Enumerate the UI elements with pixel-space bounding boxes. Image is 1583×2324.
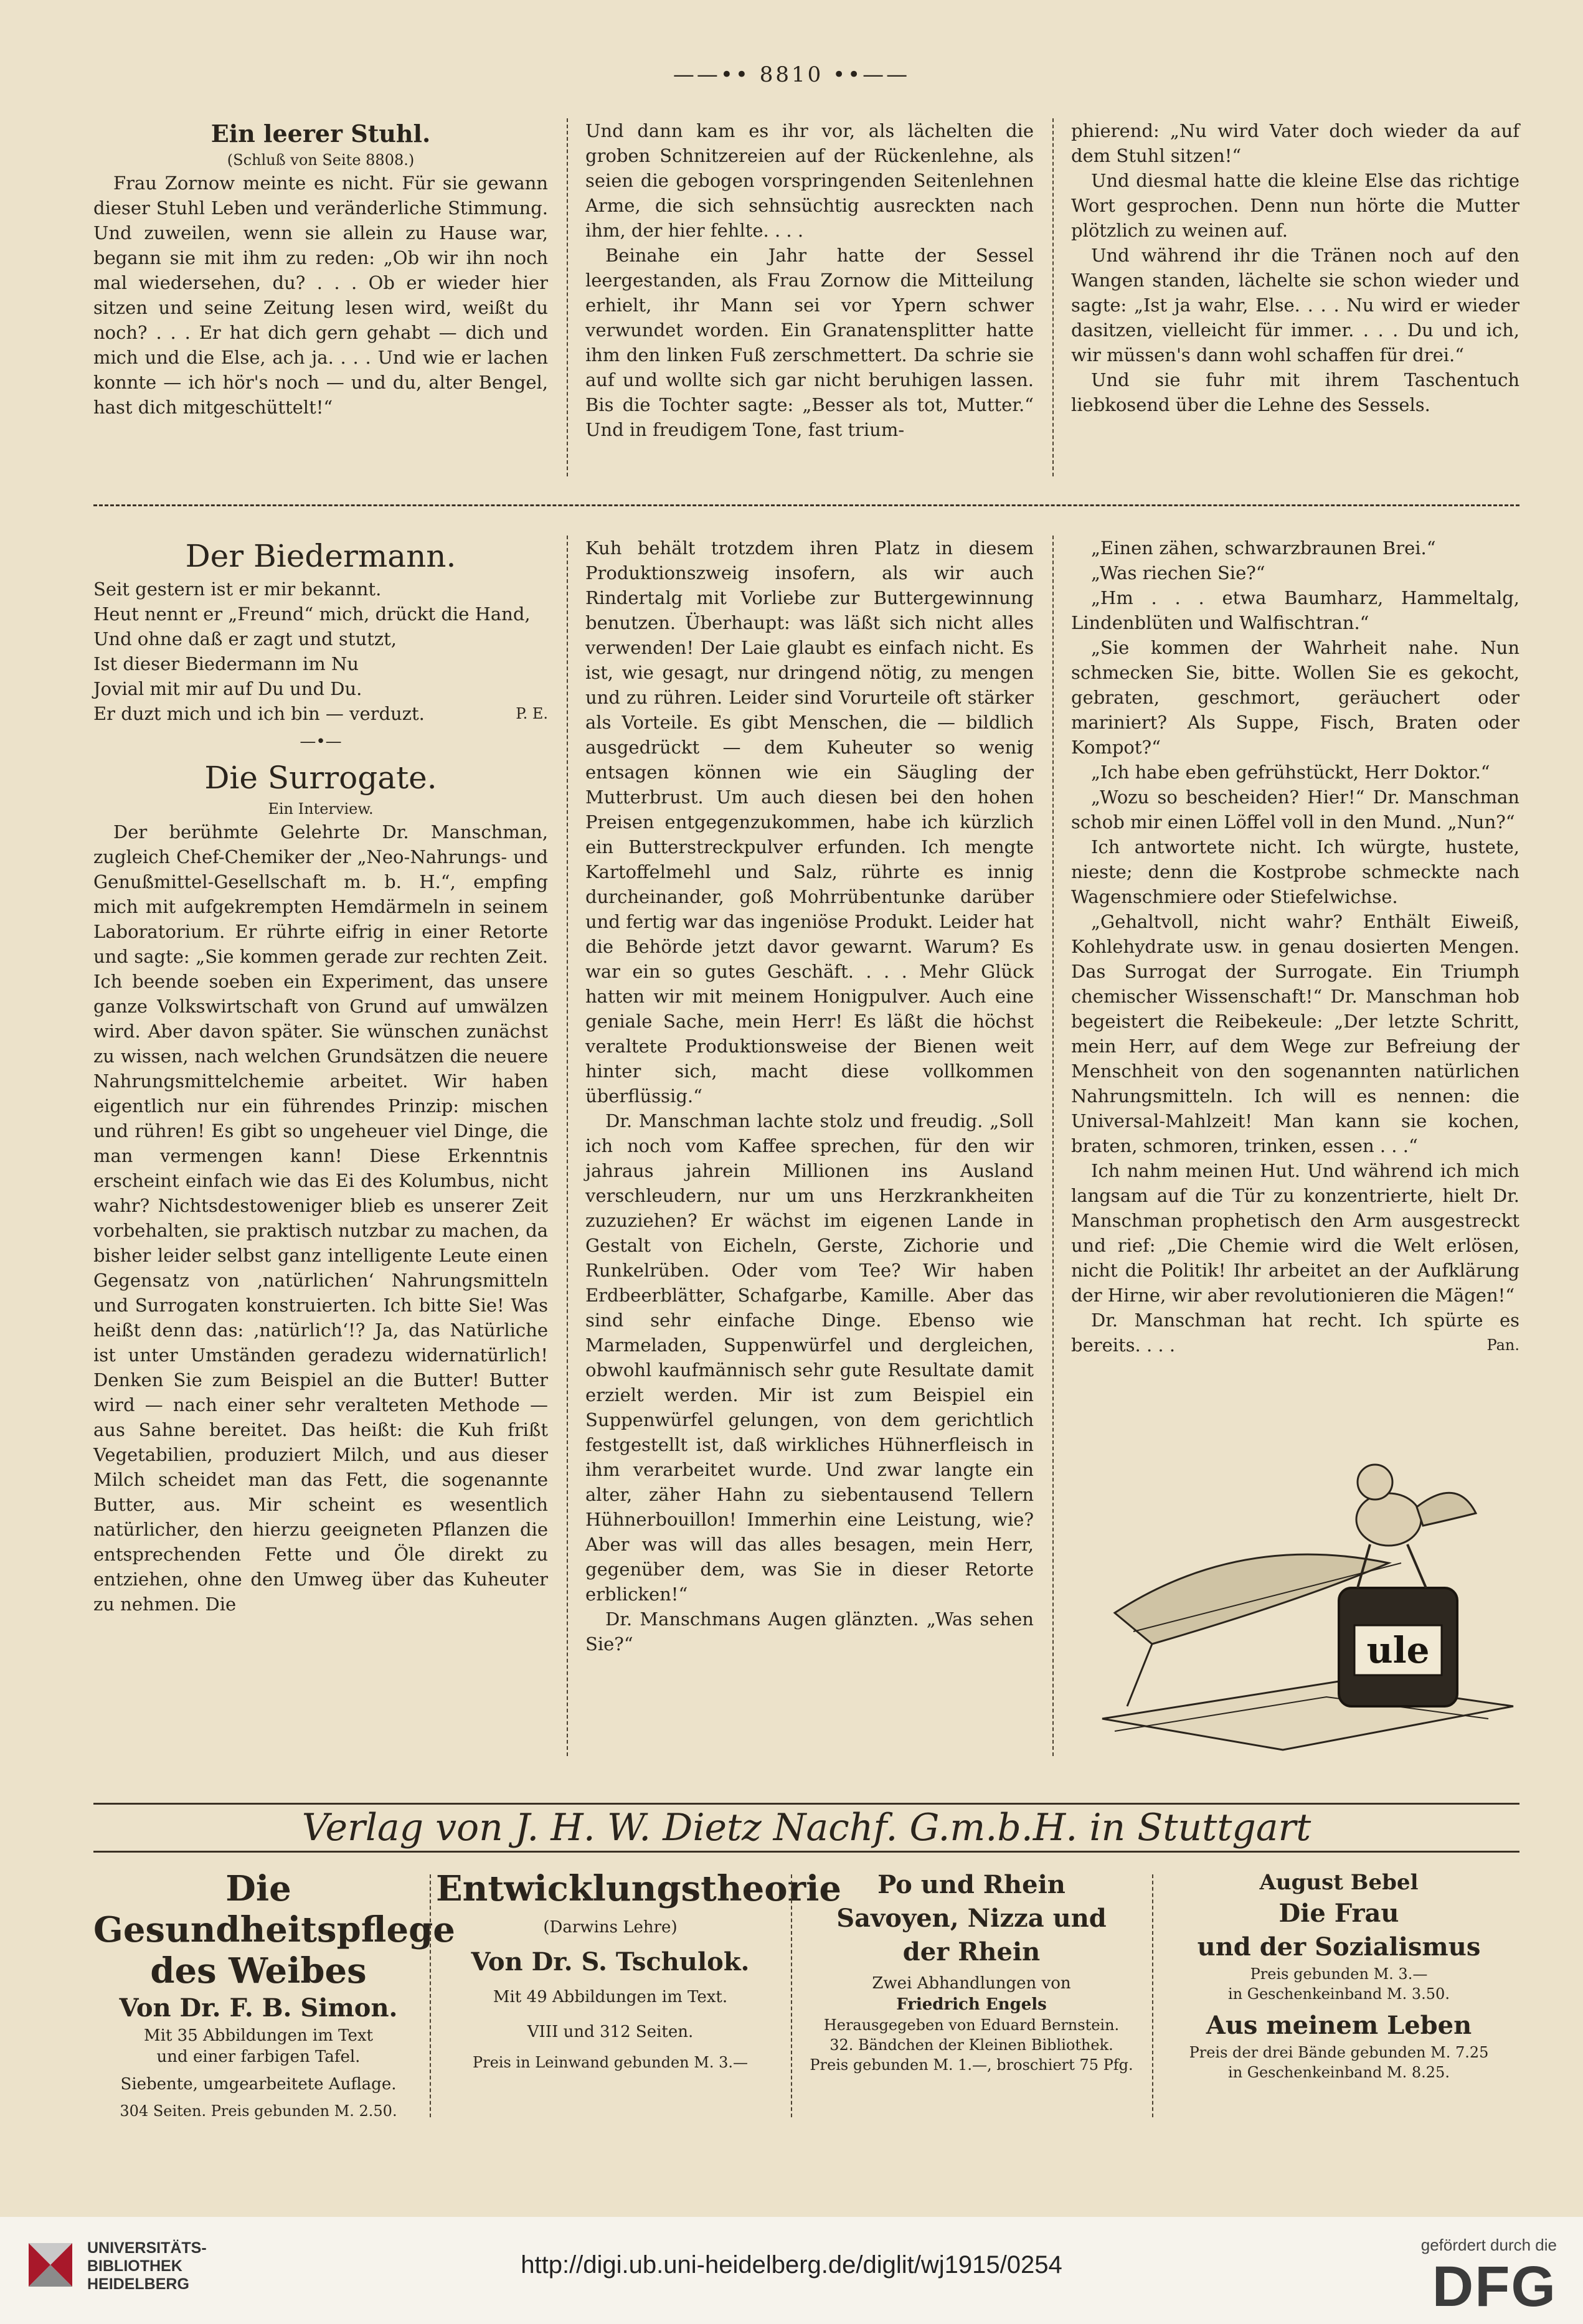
- ad-title: Entwicklungstheorie: [436, 1868, 841, 1909]
- ad-divider: [791, 1874, 792, 2117]
- ad-author: Friedrich Engels: [896, 1995, 1047, 2014]
- cherub-figure: [1356, 1493, 1421, 1546]
- story-paragraph: Beinahe ein Jahr hatte der Sessel leergestanden, als Frau Zornow die Mitteilung erhielt, ihr Mann sei vor Ypern schwer verwundet worden. Ein Granatensplitter hatte ihm den linken Fuß zerschmettert. Da schrie sie auf und wollte sich gar nicht beruhigen lassen. Bis die Tochter sagte: „Besser als tot, Mutter.“ Und in freudigem Tone, fast trium-: [585, 245, 1034, 440]
- publisher-banner: Verlag von J. H. W. Dietz Nachf. G.m.b.H. in Stuttgart: [93, 1803, 1519, 1853]
- interview-signature: Pan.: [1486, 1336, 1519, 1354]
- interview-paragraph: Dr. Manschman lachte stolz und freudig. „Soll ich noch vom Kaffee sprechen, für den wir jahraus jahrein Millionen ins Ausland verschleudern, nur um uns Herzkrankheiten zuzuziehen? Er wächst im eigenen Lande in Gestalt von Eicheln, Gerste, Zichorie und Runkelrüben. Oder vom Tee? Wir haben Erdbeerblätter, Schafgarbe, Kamille. Aber das sind sehr einfache Dinge. Ebenso wie Marmeladen, Suppenwürfel und dergleichen, obwohl kaufmännisch sehr gute Resultate damit erzielt werden. Mir ist zum Beispiel ein Suppenwürfel gelungen, von dem gerichtlich festgestellt ist, daß wirkliches Hühnerfleisch in ihm verarbeitet wurde. Und zwar langte ein alter, zäher Hahn zu siebentausend Tellern Hühnerbouillon! Immerhin eine Leistung, wie? Aber was will das alles besagen, mein Herr, gegenüber dem, was Sie in dieser Retorte erblicken!“: [585, 1110, 1034, 1605]
- ad-gesundheitspflege: [93, 1868, 455, 2123]
- ad-info: VIII und 312 Seiten.: [527, 2023, 694, 2041]
- story-paragraph: Und während ihr die Tränen noch auf den Wangen standen, lächelte sie schon wieder und sagte: „Ist ja wahr, Else. . . . Nu wird er wieder dasitzen, vielleicht für immer. . . . Du und ich, wir müssen's dann wohl schaffen für drei.“: [1071, 245, 1519, 366]
- interview-column-2: [585, 536, 1034, 1756]
- ad-author: Von Dr. S. Tschulok.: [471, 1947, 750, 1977]
- column-divider: [1052, 118, 1054, 476]
- interview-paragraph: „Wozu so bescheiden? Hier!“ Dr. Manschman schob mir einen Löffel voll in den Mund. „Nun?“: [1071, 786, 1519, 833]
- document-url-link[interactable]: http://digi.ub.uni-heidelberg.de/diglit/wj1915/0254: [521, 2251, 1062, 2279]
- interview-paragraph: Kuh behält trotzdem ihren Platz in diesem Produktionszweig insofern, als wir auch Rindertalg mit Vorliebe zur Buttergewinnung benutzen. Überhaupt: was läßt sich nicht alles verwenden! Der Laie glaubt es einfach nicht. Es ist, wie gesagt, nur dringend nötig, zu mengen und zu rühren. Leider sind Vorurteile oft stärker als Vorteile. Es gibt Menschen, die — bildlich ausgedrückt — dem Kuheuter so wenig entsagen können wie ein Säugling der Mutterbrust. Um auch diesen bei den hohen Preisen entgegenzukommen, habe ich kürzlich ein Butterstreckpulver erfunden. Ich mengte Kartoffelmehl und Salz, rührte es innig durcheinander, goß Mohrrübentunke darüber und fertig war das ingeniöse Produkt. Leider hat die Behörde jetzt davor gewarnt. Warum? Es war ein so gutes Geschäft. . . . Mehr Glück hatten wir mit meinem Honigpulver. Auch eine geniale Sache, mein Herr! Es läßt die höchst veraltete Produktionsweise der Bienen weit hinter sich, macht diese vollkommen überflüssig.“: [585, 537, 1034, 1107]
- ad-divider: [430, 1874, 431, 2117]
- story-paragraph: Frau Zornow meinte es nicht. Für sie gewann dieser Stuhl Leben und veränderliche Stimmung. Und zuweilen, wenn sie allein zu Hause war, begann sie mit ihm zu reden: „Ob wir ihn noch mal wiedersehen, du? . . . Ob er wieder hier sitzen und seine Zeitung lesen wird, weißt du noch? . . . Er hat dich gern gehabt — dich und mich und die Else, ach ja. . . . Und wie er lachen konnte — ich hör's noch — und du, alter Bengel, hast dich mitgeschüttelt!“: [93, 172, 548, 418]
- ad-author: Von Dr. F. B. Simon.: [119, 1993, 398, 2023]
- interview-paragraph: Der berühmte Gelehrte Dr. Manschman, zugleich Chef-Chemiker der „Neo-Nahrungs- und Genußmittel-Gesellschaft m. b. H.“, empfing mich mit aufgekrempten Hemdärmeln in seinem Laboratorium. Er rührte eifrig in einer Retorte und sagte: „Sie kommen gerade zur rechten Zeit. Ich beende soeben ein Experiment, das unsere ganze Volkswirtschaft von Grund auf umwälzen wird. Aber davon später. Sie wünschen zunächst zu wissen, nach welchen Grundsätzen die neuere Nahrungsmittelchemie arbeitet. Wir haben eigentlich nur ein führendes Prinzip: mischen und rühren! Es gibt so ungeheuer viel Dinge, die man vermengen kann! Diese Erkenntnis erscheint einfach wie das Ei des Kolumbus, nicht wahr? Nichtsdestoweniger blieb es unserer Zeit vorbehalten, sie praktisch nutzbar zu machen, da bisher leider selbst ganz intelligente Leute einen Gegensatz von ‚natürlichen‘ Nahrungsmitteln und Surrogaten konstruierten. Ich bitte Sie! Was heißt denn das: ‚natürlich‘!? Ja, das Natürliche ist unter Umständen geradezu widernatürlich! Denken Sie zum Beispiel an die Butter! Butter wird — nach einer sehr veralteten Methode — aus Sahne bereitet. Das heißt: die Kuh frißt Vegetabilien, produziert Milch, und aus dieser Milch scheidet man das Fett, die sogenannte Butter, aus. Mir scheint es wesentlich natürlicher, den hierzu geeigneten Pflanzen die entsprechenden Fette und Öle direkt zu entziehen, ohne den Umweg über das Kuheuter zu nehmen. Die: [93, 821, 548, 1615]
- story-paragraph: Und dann kam es ihr vor, als lächelten die groben Schnitzereien auf der Rückenlehne, als seien die gebogen vorspringenden Seitenlehnen Arme, die sich sehnsüchtig ausreckten nach ihm, der hier fehlte. . . .: [585, 120, 1034, 241]
- poem-signature: P. E.: [516, 705, 548, 722]
- story-column-1: [93, 118, 548, 479]
- poem-line: Und ohne daß er zagt und stutzt,: [93, 628, 397, 649]
- ad-info: Zwei Abhandlungen von: [872, 1974, 1071, 1993]
- ad-title: Po und Rhein: [877, 1870, 1066, 1899]
- story-column-3: [1071, 118, 1519, 479]
- ad-info: Preis gebunden M. 3.—: [1250, 1965, 1428, 1983]
- ad-price: Preis gebunden M. 1.—, broschiert 75 Pfg.: [810, 2056, 1133, 2074]
- ad-info: Siebente, umgearbeitete Auflage.: [120, 2075, 397, 2094]
- poem-line: Heut nennt er „Freund“ mich, drückt die Hand,: [93, 603, 531, 625]
- column-divider: [567, 118, 568, 476]
- story-paragraph: phierend: „Nu wird Vater doch wieder da auf dem Stuhl sitzen!“: [1071, 120, 1519, 166]
- ad-title: der Rhein: [902, 1937, 1041, 1967]
- interview-subtitle: Ein Interview.: [268, 800, 374, 818]
- ad-info: Mit 35 Abbildungen im Text: [144, 2026, 373, 2045]
- ad-info: 32. Bändchen der Kleinen Bibliothek.: [829, 2036, 1113, 2054]
- interview-title: Die Surrogate.: [204, 760, 437, 796]
- ad-info: und einer farbigen Tafel.: [156, 2048, 361, 2066]
- interview-paragraph: „Was riechen Sie?“: [1091, 562, 1265, 583]
- ad-title: Die Frau: [1278, 1899, 1399, 1928]
- ad-divider: [1152, 1874, 1153, 2117]
- poem-title: Der Biedermann.: [185, 538, 456, 574]
- ad-title: Savoyen, Nizza und: [836, 1904, 1107, 1933]
- ad-price: Preis in Leinwand gebunden M. 3.—: [472, 2054, 748, 2071]
- dfg-logo: DFG: [1432, 2255, 1557, 2318]
- inkwell-illustration: [1077, 1457, 1526, 1756]
- ad-po-und-rhein: [797, 1868, 1146, 2123]
- interview-paragraph: „Einen zähen, schwarzbraunen Brei.“: [1091, 537, 1436, 559]
- interview-column-3: [1071, 536, 1519, 1457]
- poem-line: Jovial mit mir auf Du und Du.: [93, 678, 362, 699]
- ad-price: in Geschenkeinband M. 8.25.: [1228, 2064, 1450, 2081]
- ad-entwicklungstheorie: [436, 1868, 841, 2123]
- funding-note: gefördert durch die: [1420, 2236, 1557, 2254]
- ad-title: des Weibes: [150, 1950, 367, 1991]
- story-paragraph: Und sie fuhr mit ihrem Taschentuch liebkosend über die Lehne des Sessels.: [1071, 369, 1519, 415]
- ad-info: in Geschenkeinband M. 3.50.: [1228, 1985, 1450, 2003]
- story-note: (Schluß von Seite 8808.): [227, 151, 415, 169]
- ad-subtitle: (Darwins Lehre): [543, 1918, 678, 1937]
- ad-title: Die Gesundheitspflege: [93, 1868, 455, 1950]
- story-title: Ein leerer Stuhl.: [210, 120, 431, 148]
- interview-paragraph: „Sie kommen der Wahrheit nahe. Nun schmecken Sie, bitte. Wollen Sie es gekocht, gebraten, geschmort, geräuchert oder mariniert? Als Suppe, Fisch, Braten oder Kompot?“: [1071, 637, 1519, 758]
- ad-bebel: [1158, 1868, 1519, 2123]
- column-divider: [567, 536, 568, 1756]
- ad-title: Aus meinem Leben: [1206, 2011, 1472, 2040]
- inkwell-label-text: ule: [1366, 1629, 1430, 1671]
- interview-paragraph: Dr. Manschmans Augen glänzten. „Was sehen Sie?“: [585, 1608, 1034, 1655]
- page-number: ——•• 8810 ••——: [673, 62, 910, 87]
- section-rule: [93, 504, 1519, 506]
- ad-price: 304 Seiten. Preis gebunden M. 2.50.: [120, 2102, 397, 2120]
- story-column-2: [585, 118, 1034, 479]
- library-name: UNIVERSITÄTS- BIBLIOTHEK HEIDELBERG: [87, 2239, 207, 2293]
- poem-line: Ist dieser Biedermann im Nu: [93, 653, 359, 674]
- ad-info: Mit 49 Abbildungen im Text.: [493, 1988, 728, 2006]
- ad-title: und der Sozialismus: [1197, 1932, 1481, 1962]
- ad-info: Herausgegeben von Eduard Bernstein.: [823, 2016, 1120, 2034]
- interview-paragraph: „Ich habe eben gefrühstückt, Herr Doktor.“: [1091, 762, 1490, 783]
- interview-column-1: [93, 536, 548, 1756]
- story-paragraph: Und diesmal hatte die kleine Else das richtige Wort gesprochen. Denn nun hörte die Mutter plötzlich zu weinen auf.: [1071, 170, 1519, 241]
- interview-paragraph: „Hm . . . etwa Baumharz, Hammeltalg, Lindenblüten und Walfischtran.“: [1071, 587, 1519, 633]
- interview-paragraph: Dr. Manschman hat recht. Ich spürte es bereits. . . . Pan.: [1071, 1308, 1519, 1358]
- poem-line: Seit gestern ist er mir bekannt.: [93, 579, 382, 600]
- ornament-divider: —•—: [300, 732, 342, 751]
- interview-paragraph: Ich nahm meinen Hut. Und während ich mich langsam auf die Tür zu konzentrierte, hielt Dr. Manschman prophetisch den Arm ausgestreckt und rief: „Die Chemie wird die Welt erlösen, nicht die Politik! Ihr arbeitet an der Aufklärung der Hirne, wir aber revolutionieren die Mägen!“: [1071, 1160, 1519, 1306]
- ad-author: August Bebel: [1259, 1870, 1419, 1895]
- column-divider: [1052, 536, 1054, 1756]
- ad-info: Preis der drei Bände gebunden M. 7.25: [1189, 2044, 1489, 2061]
- interview-paragraph: „Gehaltvoll, nicht wahr? Enthält Eiweiß, Kohlehydrate usw. in genau dosierten Mengen. Das Surrogat der Surrogate. Ein Triumph chemischer Wissenschaft!“ Dr. Manschman hob begeistert die Reibekeule: „Der letzte Schritt, mein Herr, auf dem Wege zur Befreiung der Menschheit von den sogenannten natürlichen Nahrungsmitteln. Ich will es nennen: die Universal-Mahlzeit! Man kann sie kochen, braten, schmoren, trinken, essen . . .“: [1071, 911, 1519, 1156]
- interview-paragraph: Ich antwortete nicht. Ich würgte, hustete, nieste; denn die Kostprobe schmeckte nach Wagenschmiere oder Stiefelwichse.: [1071, 836, 1519, 907]
- poem-line: Er duzt mich und ich bin — verduzt. P. E.: [93, 701, 548, 726]
